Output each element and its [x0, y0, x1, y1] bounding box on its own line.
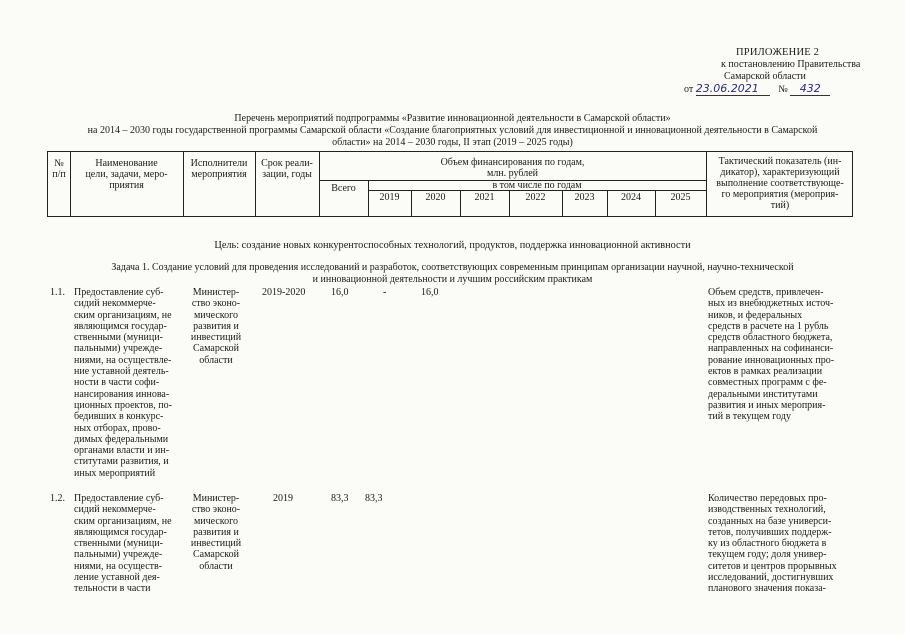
row-number: 1.1. [50, 287, 65, 298]
document-title-line3: области» на 2014 – 2030 годы, II этап (2019 – 2025 годы) [332, 137, 573, 148]
decree-date [696, 83, 770, 96]
decree-date-value: 23.06.2021 [695, 82, 759, 95]
row-indicator: Количество передовых про- изводственных технологий, созданных на базе универси- тетов, получивших поддерж- ку из областного бюджета в текущем году; доля универ- ситетов и центров прорывных исследований, достигнувших планового значения показа- [708, 493, 837, 595]
row-number: 1.2. [50, 493, 65, 504]
task-text-line2: и инновационной деятельности и лучшим российским практикам [312, 274, 593, 285]
row-term: 2019-2020 [262, 287, 306, 298]
row-total: 83,3 [331, 493, 349, 504]
col-funding-header: Объем финансирования по годам, млн. рублей [440, 157, 585, 179]
task-text: Задача 1. Создание условий для проведения исследований и разработок, соответствующих современным принципам организации научной, научно-технической [111, 262, 794, 273]
goal-text: Цель: создание новых конкурентоспособных технологий, продуктов, поддержка инновационной активности [214, 240, 691, 251]
col-num-header: № п/п [52, 158, 66, 180]
row-executor: Министер- ство эконо- мического развития и инвестиций Самарской области [190, 287, 242, 366]
document-title: Перечень мероприятий подпрограммы «Развитие инновационной деятельности в Самарской области» [234, 113, 671, 124]
col-year-2022: 2022 [525, 192, 546, 203]
col-year-2024: 2024 [621, 192, 641, 203]
decree-number-value: 432 [799, 82, 821, 95]
document-title-line2: на 2014 – 2030 годы государственной программы Самарской области «Создание благоприятных условий для инвестиционной и инновационной деятельности в Самарской [87, 125, 818, 136]
row-name: Предоставление суб- сидий некоммерче- ским организациям, не являющимся государ- ственными (муници- пальными) учрежде- ниями, на осуществ- ление уставной дея- тельности в части [74, 493, 172, 595]
col-indicator-header: Тактический показатель (ин- дикатор), характеризующий выполнение соответствующе- го мероприятия (мероприя- тий) [716, 156, 844, 211]
row-indicator: Объем средств, привлечен- ных из внебюджетных источ- ников, и федеральных средств в расчете на 1 рубль средств областного бюджета, направленных на софинанси- рование инновационных про- ектов в рамках реализации совместных программ с фе- деральными институтами развития и иных мероприя- тий в текущем году [708, 287, 835, 423]
decree-date-number [684, 83, 830, 96]
col-total-header: Всего [331, 183, 356, 194]
col-year-2019: 2019 [379, 192, 400, 203]
col-name-header: Наименование цели, задачи, меро- приятия [85, 158, 168, 191]
row-total: 16,0 [331, 287, 349, 298]
row-year-2019: 83,3 [365, 493, 383, 504]
decree-reference: к постановлению Правительства [721, 59, 861, 70]
col-including-header: в том числе по годам [492, 180, 582, 191]
decree-number [790, 83, 830, 96]
decree-region: Самарской области [724, 71, 806, 82]
col-year-2020: 2020 [425, 192, 446, 203]
table-header [47, 151, 853, 217]
col-executors-header: Исполнители мероприятия [190, 158, 248, 180]
col-year-2023: 2023 [574, 192, 595, 203]
from-label: от [684, 84, 694, 95]
number-sign: № [778, 84, 788, 95]
col-year-2021: 2021 [474, 192, 495, 203]
col-year-2025: 2025 [670, 192, 691, 203]
row-year-2019: - [383, 287, 387, 298]
row-year-2020: 16,0 [421, 287, 439, 298]
row-name: Предоставление суб- сидий некоммерче- ским организациям, не являющимся государ- ственными (муници- пальными) учрежде- ниями, на осуществле- ние уставной деятель- ности в части софи- нансирования иннова- ционных проектов, по- бедивших в конкурс- ных отборах, прово- димых федеральными органами власти и ин- ститутами развития, и иных мероприятий [74, 287, 172, 479]
row-executor: Министер- ство эконо- мического развития и инвестиций Самарской области [190, 493, 242, 572]
col-term-header: Срок реали- зации, годы [261, 158, 313, 180]
row-term: 2019 [273, 493, 293, 504]
appendix-title: ПРИЛОЖЕНИЕ 2 [736, 47, 820, 58]
